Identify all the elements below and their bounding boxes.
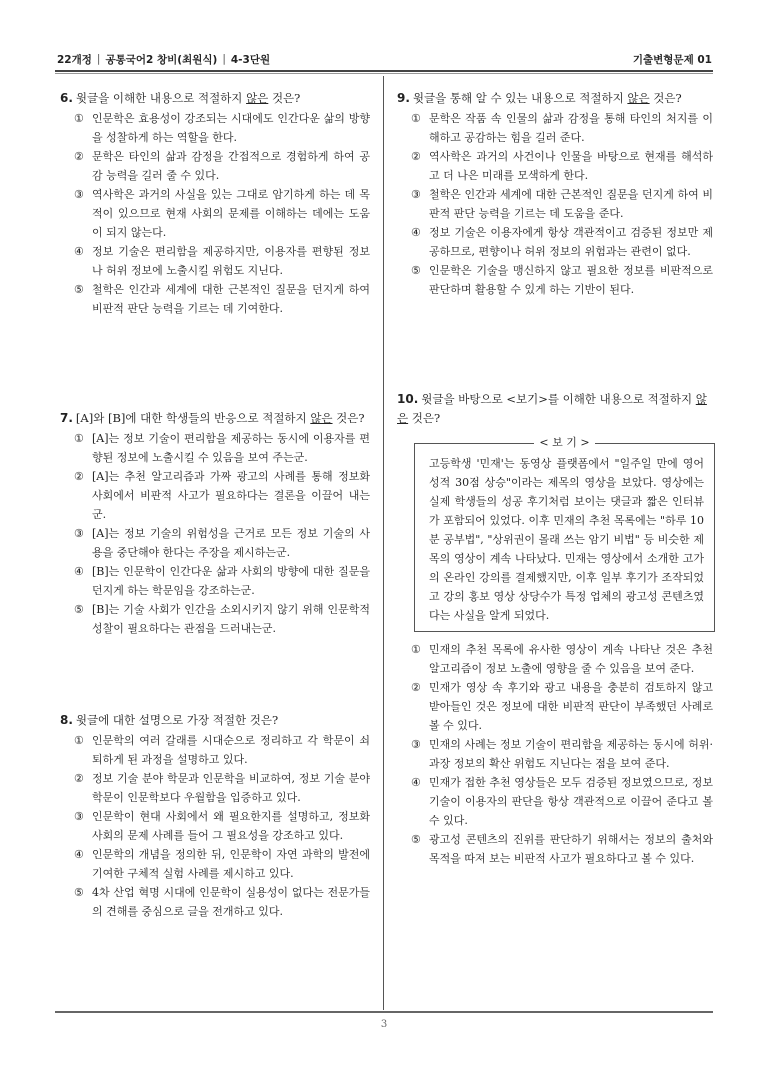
option-1[interactable]: ① 인문학은 효용성이 강조되는 시대에도 인간다운 삶의 방향을 성찰하게 하는 역할을 한다.	[74, 112, 370, 144]
option-4[interactable]: ④ 민재가 접한 추천 영상들은 모두 검증된 정보였으므로, 정보 기술이 이용자의 판단을 항상 객관적으로 이끌어 준다고 볼 수 있다.	[411, 776, 713, 827]
page-number: 3	[380, 1019, 388, 1030]
column-divider	[383, 76, 384, 1010]
question-8	[60, 711, 372, 921]
question-stem: 9. 윗글을 통해 알 수 있는 내용으로 적절하지 않은 것은?	[397, 91, 682, 105]
option-list	[60, 731, 372, 921]
option-4[interactable]: ④ 정보 기술은 편리함을 제공하지만, 이용자를 편향된 정보나 허위 정보에 노출시킬 위험도 지닌다.	[74, 245, 370, 277]
question-9	[397, 89, 715, 299]
option-5[interactable]: ⑤ [B]는 기술 사회가 인간을 소외시키지 않기 위해 인문학적 성찰이 필요하다는 관점을 드러내는군.	[74, 603, 370, 635]
header-textbook: 공통국어2 창비(최원식)	[105, 53, 218, 66]
header-unit: 4-3단원	[230, 53, 271, 66]
emphasis-underline: 않은	[246, 91, 269, 105]
option-list	[60, 429, 372, 638]
option-list	[397, 640, 715, 868]
header-curriculum: 22개정	[57, 53, 92, 66]
option-5[interactable]: ⑤ 광고성 콘텐츠의 진위를 판단하기 위해서는 정보의 출처와 목적을 따져 보는 비판적 사고가 필요하다고 볼 수 있다.	[411, 833, 713, 865]
emphasis-underline: 않은	[627, 91, 650, 105]
header-separator: |	[222, 53, 226, 65]
question-10	[397, 390, 715, 868]
question-stem: 10. 윗글을 바탕으로 <보기>를 이해한 내용으로 적절하지 않은 것은?	[397, 392, 707, 425]
option-4[interactable]: ④ 인문학의 개념을 정의한 뒤, 인문학이 자연 과학의 발전에 기여한 구체적 실험 사례를 제시하고 있다.	[74, 848, 370, 880]
option-1[interactable]: ① 문학은 작품 속 인물의 삶과 감정을 통해 타인의 처지를 이해하고 공감하는 힘을 길러 준다.	[411, 112, 713, 144]
option-3[interactable]: ③ 철학은 인간과 세계에 대한 근본적인 질문을 던지게 하여 비판적 판단 능력을 기르는 데 도움을 준다.	[411, 188, 713, 220]
header-left	[57, 52, 270, 67]
question-stem: 6. 윗글을 이해한 내용으로 적절하지 않은 것은?	[60, 91, 301, 105]
emphasis-underline: 않은	[310, 411, 333, 425]
emphasis-underline: 않은	[397, 392, 707, 425]
option-3[interactable]: ③ 민재의 사례는 정보 기술이 편리함을 제공하는 동시에 허위·과장 정보의 확산 위험도 지닌다는 점을 보여 준다.	[411, 738, 713, 770]
header-separator: |	[96, 53, 101, 65]
option-3[interactable]: ③ 인문학이 현대 사회에서 왜 필요한지를 설명하고, 정보화 사회의 문제 사례를 들어 그 필요성을 강조하고 있다.	[74, 810, 370, 842]
question-7	[60, 409, 372, 638]
header-rule	[55, 70, 713, 72]
option-2[interactable]: ② 정보 기술 분야 학문과 인문학을 비교하여, 정보 기술 분야 학문이 인문학보다 우월함을 입증하고 있다.	[74, 772, 370, 804]
question-stem: 8. 윗글에 대한 설명으로 가장 적절한 것은?	[60, 713, 279, 727]
option-list	[397, 109, 715, 299]
option-1[interactable]: ① 민재의 추천 목록에 유사한 영상이 계속 나타난 것은 추천 알고리즘이 정보 노출에 영향을 줄 수 있음을 보여 준다.	[411, 643, 713, 675]
header-rule-thin	[55, 73, 713, 74]
option-5[interactable]: ⑤ 4차 산업 혁명 시대에 인문학이 실용성이 없다는 전문가들의 견해를 중심으로 글을 전개하고 있다.	[74, 886, 370, 918]
footer-rule	[55, 1011, 713, 1013]
option-2[interactable]: ② 민재가 영상 속 후기와 광고 내용을 충분히 검토하지 않고 받아들인 것은 정보에 대한 비판적 판단이 부족했던 사례로 볼 수 있다.	[411, 681, 713, 732]
option-4[interactable]: ④ [B]는 인문학이 인간다운 삶과 사회의 방향에 대한 질문을 던지게 하는 학문임을 강조하는군.	[74, 565, 370, 597]
page-header	[57, 50, 712, 68]
option-2[interactable]: ② 문학은 타인의 삶과 감정을 간접적으로 경험하게 하여 공감 능력을 길러 줄 수 있다.	[74, 150, 370, 182]
option-5[interactable]: ⑤ 인문학은 기술을 맹신하지 않고 필요한 정보를 비판적으로 판단하며 활용할 수 있게 하는 기반이 된다.	[411, 264, 713, 296]
option-3[interactable]: ③ 역사학은 과거의 사실을 있는 그대로 암기하게 하는 데 목적이 있으므로 현재 사회의 문제를 이해하는 데에는 도움이 되지 않는다.	[74, 188, 370, 239]
bogi-title: < 보 기 >	[534, 436, 594, 449]
header-right-title: 기출변형문제 01	[632, 53, 712, 66]
bogi-text: 고등학생 '민재'는 동영상 플랫폼에서 "일주일 만에 영어 성적 30점 상승"이라는 제목의 영상을 보았다. 영상에는 실제 학생들의 성공 후기처럼 보이는 댓글과 짧은 인터뷰가 포함되어 있었다. 이후 민재의 추천 목록에는 "하루 10분 공부법", "상위권이 몰래 쓰는 암기 비법" 등 비슷한 제목의 영상이 계속 나타났다. 민재는 영상에서 소개한 고가의 온라인 강의를 결제했지만, 이후 일부 후기가 조작되었고 강의 홍보 영상 상당수가 특정 업체의 광고성 콘텐츠였다는 사실을 알게 되었다.	[429, 457, 704, 622]
option-list	[60, 109, 372, 318]
bogi-box	[414, 436, 715, 632]
option-3[interactable]: ③ [A]는 정보 기술의 위험성을 근거로 모든 정보 기술의 사용을 중단해야 한다는 주장을 제시하는군.	[74, 527, 370, 559]
question-6	[60, 89, 372, 318]
option-2[interactable]: ② 역사학은 과거의 사건이나 인물을 바탕으로 현재를 해석하고 더 나은 미래를 모색하게 한다.	[411, 150, 713, 182]
option-1[interactable]: ① [A]는 정보 기술이 편리함을 제공하는 동시에 이용자를 편향된 정보에 노출시킬 수 있음을 보여 주는군.	[74, 432, 370, 464]
option-2[interactable]: ② [A]는 추천 알고리즘과 가짜 광고의 사례를 통해 정보화 사회에서 비판적 사고가 필요하다는 결론을 이끌어 내는군.	[74, 470, 370, 521]
option-1[interactable]: ① 인문학의 여러 갈래를 시대순으로 정리하고 각 학문이 쇠퇴하게 된 과정을 설명하고 있다.	[74, 734, 370, 766]
option-4[interactable]: ④ 정보 기술은 이용자에게 항상 객관적이고 검증된 정보만 제공하므로, 편향이나 허위 정보의 위험과는 관련이 없다.	[411, 226, 713, 258]
option-5[interactable]: ⑤ 철학은 인간과 세계에 대한 근본적인 질문을 던지게 하여 비판적 판단 능력을 기르는 데 기여한다.	[74, 283, 370, 315]
question-stem: 7. [A]와 [B]에 대한 학생들의 반응으로 적절하지 않은 것은?	[60, 411, 365, 425]
